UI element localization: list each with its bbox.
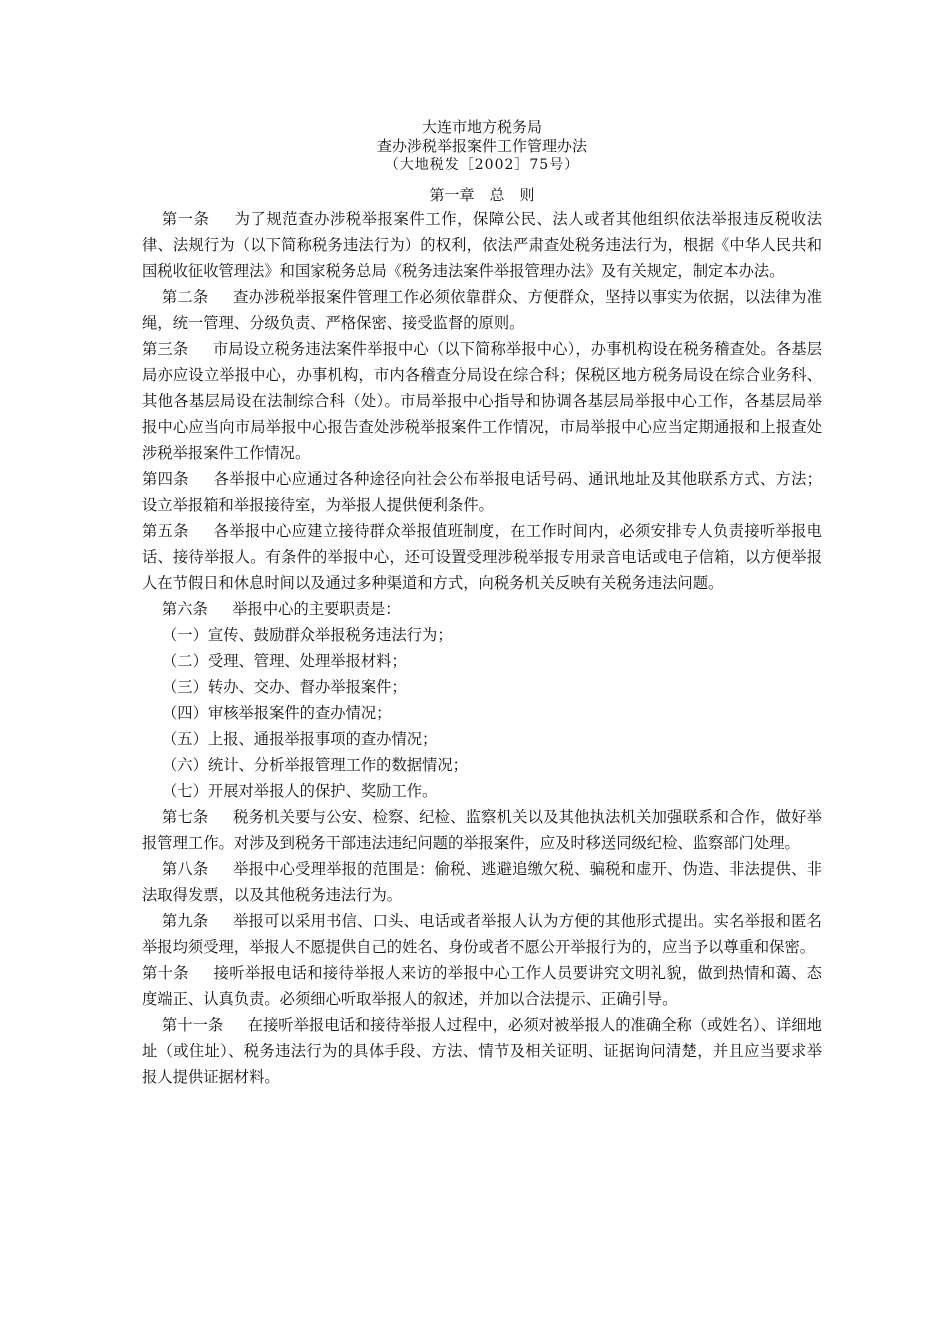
article-11 [142, 1012, 822, 1090]
article-7 [142, 804, 822, 856]
article-4 [142, 466, 822, 518]
article-text: 市局设立税务违法案件举报中心（以下简称举报中心），办事机构设在税务稽查处。各基层局亦应设立举报中心，办事机构，市内各稽查分局设在综合科；保税区地方税务局设在综合业务科、其他各基层局设在法制综合科（处）。市局举报中心指导和协调各基层局举报中心工作，各基层局举报中心应当向市局举报中心报告查处涉税举报案件工作情况，市局举报中心应当定期通报和上报查处涉税举报案件工作情况。 [142, 340, 822, 462]
article-8 [142, 856, 822, 908]
article-label: 第七条 [161, 808, 209, 826]
article-text: 举报中心的主要职责是： [232, 600, 401, 618]
duty-item: （三）转办、交办、督办举报案件； [162, 678, 407, 696]
article-label: 第三条 [142, 340, 189, 358]
article-6 [142, 596, 822, 622]
article-text: 各举报中心应建立接待群众举报值班制度，在工作时间内，必须安排专人负责接听举报电话、接待举报人。有条件的举报中心，还可设置受理涉税举报专用录音电话或电子信箱，以方便举报人在节假日和休息时间以及通过多种渠道和方式，向税务机关反映有关税务违法问题。 [142, 522, 822, 592]
chapter-heading: 第一章 总 则 [429, 186, 535, 204]
article-1 [142, 206, 822, 284]
article-label: 第一条 [161, 210, 210, 228]
duty-item: （四）审核举报案件的查办情况； [162, 704, 392, 722]
duty-item: （六）统计、分析举报管理工作的数据情况； [162, 756, 468, 774]
article-text: 在接听举报电话和接待举报人过程中，必须对被举报人的准确全称（或姓名）、详细地址（或住址）、税务违法行为的具体手段、方法、情节及相关证明、证据询问清楚，并且应当要求举报人提供证据材料。 [142, 1016, 822, 1086]
duty-item: （二）受理、管理、处理举报材料； [162, 652, 407, 670]
org-name: 大连市地方税务局 [421, 118, 542, 136]
document-number: （大地税发［2002］75号） [384, 157, 580, 173]
article-5 [142, 518, 822, 596]
article-2 [142, 284, 822, 336]
article-label: 第二条 [161, 288, 209, 306]
duty-item: （五）上报、通报举报事项的查办情况； [162, 730, 438, 748]
article-label: 第十条 [142, 964, 189, 982]
document-page [142, 118, 822, 1090]
duty-item: （一）宣传、鼓励群众举报税务违法行为； [162, 626, 453, 644]
article-9 [142, 908, 822, 960]
article-label: 第六条 [161, 600, 208, 618]
article-text: 查办涉税举报案件管理工作必须依靠群众、方便群众，坚持以事实为依据，以法律为准绳，统一管理、分级负责、严格保密、接受监督的原则。 [142, 288, 822, 332]
title-block [142, 118, 822, 175]
article-3 [142, 336, 822, 466]
article-text: 为了规范查办涉税举报案件工作，保障公民、法人或者其他组织依法举报违反税收法律、法规行为（以下简称税务违法行为）的权利，依法严肃查处税务违法行为，根据《中华人民共和国税收征收管理法》和国家税务总局《税务违法案件举报管理办法》及有关规定，制定本办法。 [142, 210, 822, 280]
article-text: 举报中心受理举报的范围是：偷税、逃避追缴欠税、骗税和虚开、伪造、非法提供、非法取得发票，以及其他税务违法行为。 [142, 860, 822, 904]
article-10 [142, 960, 822, 1012]
article-label: 第四条 [142, 470, 189, 488]
article-label: 第十一条 [161, 1016, 224, 1034]
document-title: 查办涉税举报案件工作管理办法 [376, 137, 587, 155]
article-text: 各举报中心应通过各种途径向社会公布举报电话号码、通讯地址及其他联系方式、方法；设立举报箱和举报接待室，为举报人提供便利条件。 [142, 470, 822, 514]
duty-item: （七）开展对举报人的保护、奖励工作。 [162, 782, 438, 800]
article-label: 第五条 [142, 522, 189, 540]
article-text: 税务机关要与公安、检察、纪检、监察机关以及其他执法机关加强联系和合作，做好举报管理工作。对涉及到税务干部违法违纪问题的举报案件，应及时移送同级纪检、监察部门处理。 [142, 808, 822, 852]
article-label: 第九条 [161, 912, 209, 930]
article-text: 接听举报电话和接待举报人来访的举报中心工作人员要讲究文明礼貌，做到热情和蔼、态度端正、认真负责。必须细心听取举报人的叙述，并加以合法提示、正确引导。 [142, 964, 822, 1008]
article-text: 举报可以采用书信、口头、电话或者举报人认为方便的其他形式提出。实名举报和匿名举报均须受理，举报人不愿提供自己的姓名、身份或者不愿公开举报行为的，应当予以尊重和保密。 [142, 912, 822, 956]
article-label: 第八条 [161, 860, 209, 878]
